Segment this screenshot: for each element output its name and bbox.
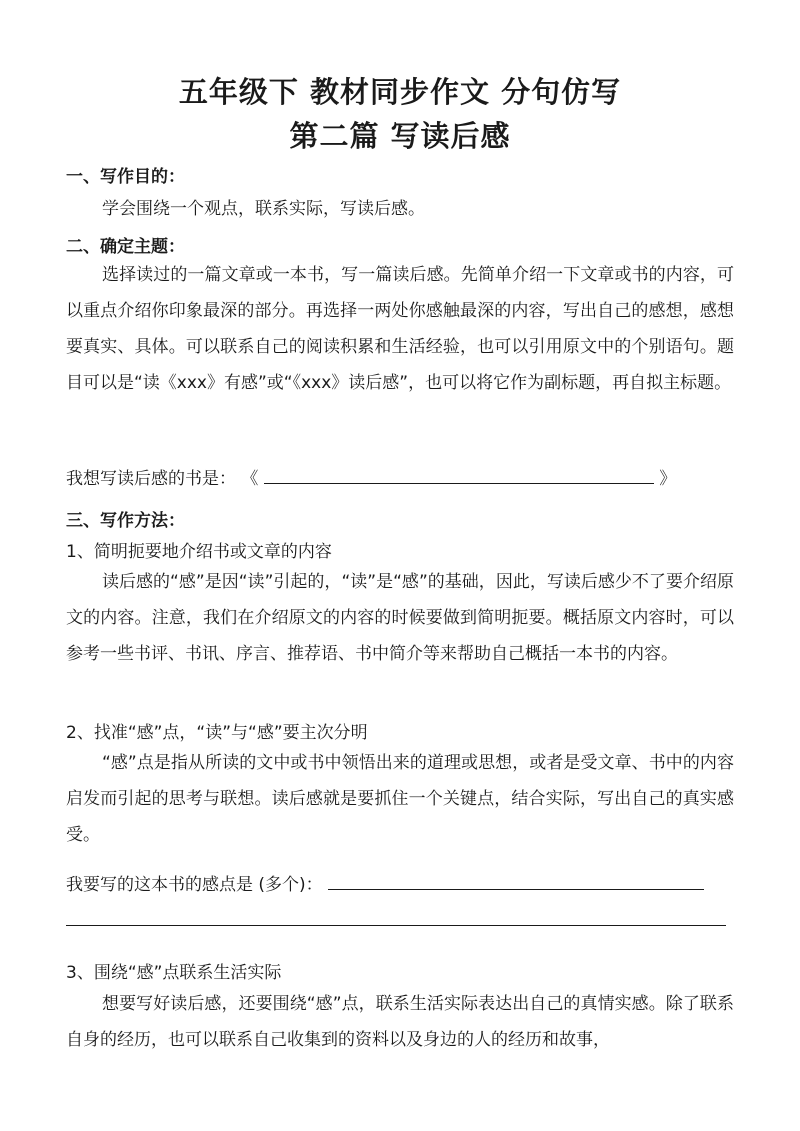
method2-text: “感”点是指从所读的文中或书中领悟出来的道理或思想，或者是受文章、书中的内容启发而引起的思考与联想。读后感就是要抓住一个关键点，结合实际，写出自己的真实感受。 [66,753,734,845]
book-title-row [66,464,676,489]
close-book-bracket: 》 [659,469,677,489]
feeling-points-blank[interactable] [328,871,704,890]
method1-text: 读后感的“感”是因“读”引起的，“读”是“感”的基础，因此，写读后感少不了要介绍原文的内容。注意，我们在介绍原文的内容的时候要做到简明扼要。概括原文内容时，可以参考一些书评、书讯、序言、推荐语、书中简介等来帮助自己概括一本书的内容。 [66,572,734,664]
sub-title: 第二篇 写读后感 [289,119,511,153]
feeling-points-blank-line-2[interactable] [66,925,726,926]
book-title-prompt: 我想写读后感的书是： [66,469,236,489]
main-title: 五年级下 教材同步作文 分句仿写 [178,75,622,109]
method2-title: 2、找准“感”点，“读”与“感”要主次分明 [66,723,368,743]
feeling-points-prompt: 我要写的这本书的感点是 (多个)： [66,875,323,895]
open-book-bracket: 《 [241,469,259,489]
section3-heading: 三、写作方法： [66,511,185,531]
section1-heading: 一、写作目的： [66,167,185,187]
book-title-blank[interactable] [264,465,654,484]
feeling-points-row [66,870,704,895]
method1-title: 1、简明扼要地介绍书或文章的内容 [66,542,332,562]
section2-heading: 二、确定主题： [66,237,185,257]
section1-text: 学会围绕一个观点，联系实际，写读后感。 [102,199,425,219]
method3-text: 想要写好读后感，还要围绕“感”点，联系生活实际表达出自己的真情实感。除了联系自身的经历，也可以联系自己收集到的资料以及身边的人的经历和故事， [66,994,734,1050]
section2-text: 选择读过的一篇文章或一本书，写一篇读后感。先简单介绍一下文章或书的内容，可以重点介绍你印象最深的部分。再选择一两处你感触最深的内容，写出自己的感想，感想要真实、具体。可以联系自己的阅读积累和生活经验，也可以引用原文中的个别语句。题目可以是“读《xxx》有感”或“《xxx》读后感”，也可以将它作为副标题，再自拟主标题。 [66,265,734,393]
method3-title: 3、围绕“感”点联系生活实际 [66,963,282,983]
